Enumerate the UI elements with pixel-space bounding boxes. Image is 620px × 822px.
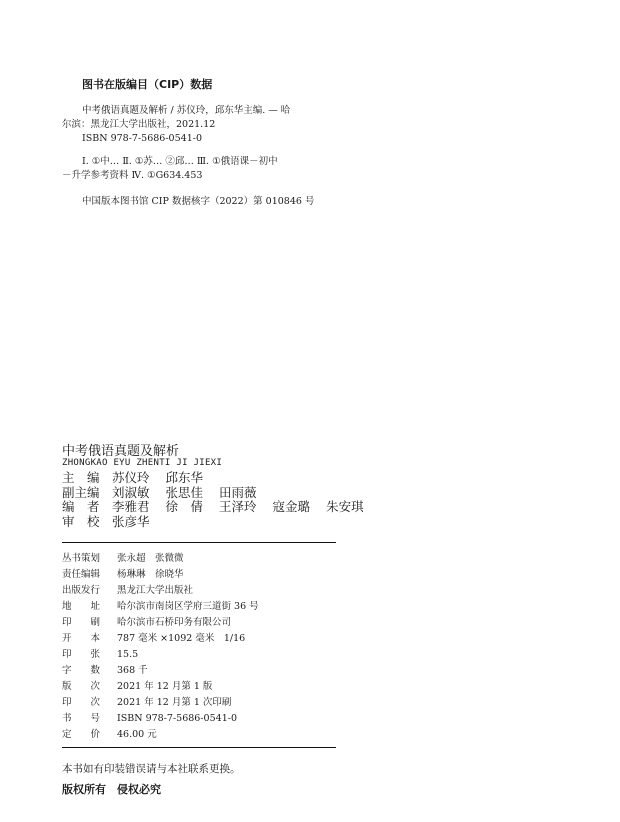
credit-name: 徐 倩	[165, 499, 204, 515]
credit-row-chief-editor	[62, 471, 380, 486]
pub-label: 字 数	[62, 665, 101, 676]
pub-row	[62, 727, 259, 743]
pub-value: 368 千	[117, 665, 148, 676]
cip-record-number: 中国版本图书馆 CIP 数据核字（2022）第 010846 号	[82, 196, 315, 207]
pub-value: 哈尔滨市南岗区学府三道街 36 号	[117, 601, 259, 612]
pub-label: 印 张	[62, 649, 101, 660]
credit-name: 苏仪玲	[112, 470, 150, 485]
pub-value: 15.5	[117, 649, 139, 660]
pub-row	[62, 615, 259, 631]
credit-label: 编 者	[62, 499, 100, 515]
pub-value: 哈尔滨市石桥印务有限公司	[117, 617, 232, 628]
pub-value: 787 毫米 ×1092 毫米 1/16	[117, 633, 246, 644]
book-title-pinyin: ZHONGKAO EYU ZHENTI JI JIEXI	[62, 458, 223, 468]
credit-name: 朱安琪	[326, 499, 364, 515]
cip-subject-line1: Ⅰ. ①中… Ⅱ. ①苏… ②邱… Ⅲ. ①俄语课－初中	[82, 156, 278, 167]
pub-value: 46.00 元	[117, 729, 157, 740]
credit-label: 副主编	[62, 484, 100, 500]
pub-value: 2021 年 12 月第 1 版	[117, 681, 213, 692]
cip-heading: 图书在版编目（CIP）数据	[82, 78, 213, 91]
credit-name: 张思佳	[165, 484, 204, 500]
credit-row-deputy-editor	[62, 486, 380, 501]
pub-label: 丛书策划	[62, 553, 101, 564]
pub-row	[62, 647, 259, 663]
pub-value: 杨琳琳 徐晓华	[117, 569, 184, 580]
credit-name: 李雅君	[112, 499, 150, 515]
credit-name: 王泽玲	[219, 499, 257, 515]
cip-title-line1: 中考俄语真题及解析 / 苏仪玲，邱东华主编. — 哈	[82, 105, 291, 116]
credit-names	[112, 515, 166, 530]
pub-label: 出版发行	[62, 585, 101, 596]
credits-block	[62, 471, 380, 529]
pub-label: 开 本	[62, 633, 101, 644]
cip-subject-line2: －升学参考资料 Ⅳ. ①G634.453	[62, 170, 203, 181]
pub-row	[62, 599, 259, 615]
credit-label: 主 编	[62, 470, 100, 485]
pub-row	[62, 711, 259, 727]
pub-label: 印 次	[62, 697, 101, 708]
pub-label: 定 价	[62, 729, 101, 740]
pub-label: 版 次	[62, 681, 101, 692]
pub-label: 印 刷	[62, 617, 101, 628]
credit-names	[112, 471, 219, 486]
publishing-info	[62, 551, 259, 743]
cip-isbn: ISBN 978-7-5686-0541-0	[82, 133, 202, 144]
copyright-notice: 版权所有 侵权必究	[62, 783, 161, 796]
pub-label: 地 址	[62, 601, 101, 612]
pub-row	[62, 583, 259, 599]
credit-name: 张彦华	[112, 513, 150, 529]
credit-name: 田雨薇	[219, 484, 257, 500]
pub-row	[62, 567, 259, 583]
pub-row	[62, 631, 259, 647]
credit-row-compilers	[62, 500, 380, 515]
pub-label: 书 号	[62, 713, 101, 724]
divider-bottom	[62, 747, 336, 748]
cip-title-line2: 尔滨：黑龙江大学出版社，2021.12	[62, 119, 216, 130]
quality-notice: 本书如有印装错误请与本社联系更换。	[62, 763, 241, 775]
pub-row	[62, 551, 259, 567]
pub-value: 黑龙江大学出版社	[117, 585, 194, 596]
book-title: 中考俄语真题及解析	[62, 444, 180, 459]
pub-label: 责任编辑	[62, 569, 101, 580]
credit-names	[112, 500, 380, 515]
credit-name: 刘淑敏	[112, 484, 150, 500]
divider-top	[62, 542, 336, 543]
credit-row-proofreader	[62, 515, 380, 530]
credit-name: 寇金璐	[272, 499, 311, 515]
pub-row	[62, 695, 259, 711]
pub-value: ISBN 978-7-5686-0541-0	[117, 713, 237, 724]
pub-row	[62, 663, 259, 679]
pub-value: 2021 年 12 月第 1 次印刷	[117, 697, 232, 708]
credit-name: 邱东华	[165, 470, 204, 485]
pub-row	[62, 679, 259, 695]
pub-value: 张永超 张微微	[117, 553, 184, 564]
credit-names	[112, 486, 273, 501]
credit-label: 审 校	[62, 513, 100, 529]
